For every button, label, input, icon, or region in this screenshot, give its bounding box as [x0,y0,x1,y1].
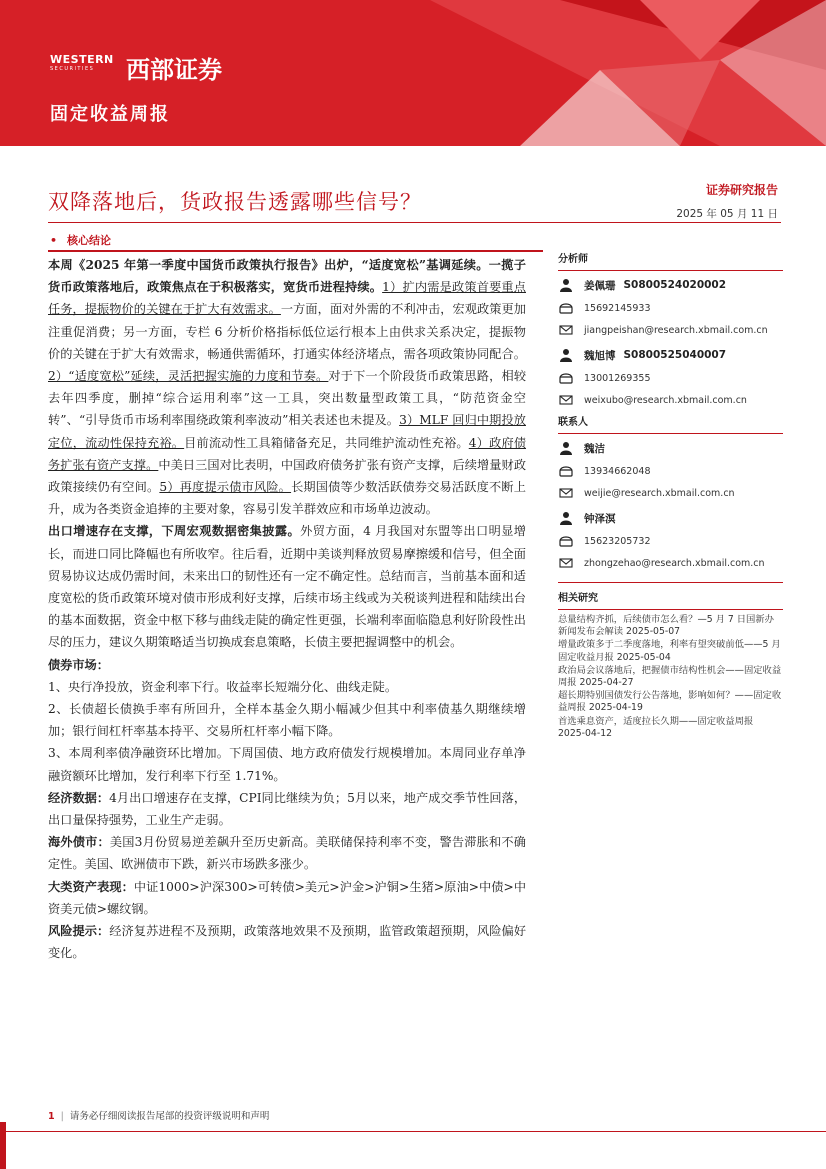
related-list [558,614,783,740]
analyst-name-row [558,273,783,297]
person-icon [558,347,574,363]
analyst-email-row [558,389,783,411]
contact-email-row [558,552,783,574]
analyst-email[interactable]: jiangpeishan@research.xbmail.com.cn [584,324,768,336]
point-4: 4）政府债务扩张有资产支撑。 [48,435,527,472]
overseas-paragraph [48,831,526,875]
paragraph-export [48,520,526,653]
footer-separator: | [60,1111,64,1122]
logo-en-top: WESTERN [50,52,114,66]
contact-name-row [558,506,783,530]
econ-heading: 经济数据： [48,790,110,805]
analyst-phone: 13001269355 [584,372,651,384]
asset-text: 中证1000>沪深300>可转债>美元>沪金>沪铜>生猪>原油>中债>中资美元债>螺纹钢。 [48,879,527,916]
export-text: 外贸方面，4 月我国对东盟等出口明显增长，而进口同比降幅也有所收窄。往后看，近期中美谈判释放贸易摩擦缓和信号，但全面贸易协议达成仍需时间，未来出口的韧性还有一定不确定性。总结而言，当前基本面和适度宽松的货币政策环境对债市形成利好支撑，后续市场主线或为关税谈判进程和陆续出台的基本面数据，资金中枢下移与曲线走陡的确定性更强，长端利率面临隐息利好阶段性出尽的压力，建议久期策略适当切换成套息策略，长债主要把握调整中的机会。 [48,524,526,650]
analyst-cert: S0800525040007 [623,349,727,361]
related-item[interactable]: 首选乘息资产，适度拉长久期——固定收益周报 2025-04-12 [558,715,754,739]
sidebar [558,252,783,741]
contact-phone-row [558,460,783,482]
analyst-divider [558,270,783,271]
point-1-text: 一方面，面对外需的不利冲击，宏观政策更加注重促消费；另一方面，专栏 6 分析价格指标低位运行根本上由供求关系决定，提振物价的关键在于扩大有效需求，畅通供需循环，打通实体经济堵点，需各项政策协同配合。 [48,302,526,361]
analyst-email-row [558,319,783,341]
bond-item-3: 3、本周利率债净融资环比增加。下周国债、地方政府债发行规模增加。本周同业存单净融资额环比增加，发行利率下行至 1.71%。 [48,746,526,783]
person-icon [558,277,574,293]
risk-text: 经济复苏进程不及预期，政策落地效果不及预期，监管政策超预期，风险偏好变化。 [48,924,527,961]
analyst-name: 姜佩珊 [584,279,616,292]
email-icon [558,558,574,568]
bullet-icon: • [50,234,58,247]
contact-email[interactable]: weijie@research.xbmail.com.cn [584,487,735,499]
econ-paragraph [48,787,526,831]
asset-heading: 大类资产表现： [48,879,134,894]
bond-item-1: 1、央行净投放，资金利率下行。收益率长短端分化、曲线走陡。 [48,679,398,694]
phone-icon [558,535,574,547]
contact-card [558,436,783,504]
core-heading-label: 核心结论 [67,234,112,247]
title-divider [48,222,781,223]
phone-icon [558,372,574,384]
overseas-heading: 海外债市： [48,835,110,850]
paragraph-policy [48,254,526,520]
point-2: 2）“适度宽松”延续，灵活把握实施的力度和节奏。 [48,369,329,384]
contact-name: 钟泽溟 [584,512,616,525]
contact-card [558,506,783,574]
risk-heading: 风险提示： [48,924,110,939]
point-5-text: 长期国债等少数活跃债券交易活跃度不断上升，成为各类资金追捧的主要对象，容易引发羊群效应和市场单边波动。 [48,480,526,517]
analyst-phone-row [558,367,783,389]
point-5: 5）再度提示债市风险。 [159,480,292,495]
contact-heading: 联系人 [558,417,588,428]
email-icon [558,488,574,498]
econ-text: 4月出口增速存在支撑，CPI同比继续为负；5月以来，地产成交季节性回落，出口量保持强势，工业生产走弱。 [48,790,527,828]
contact-divider [558,433,783,434]
contact-phone: 13934662048 [584,465,651,477]
asset-paragraph [48,876,526,920]
contacts-end-divider [558,582,783,583]
bond-heading [48,654,526,676]
doc-date: 2025 年 05 月 11 日 [676,208,778,220]
analyst-heading: 分析师 [558,254,588,265]
email-icon [558,325,574,335]
page-title: 双降落地后，货政报告透露哪些信号？ [48,190,422,214]
point-1: 1）扩内需是政策首要重点任务，提振物价的关键在于扩大有效需求。 [48,280,526,317]
doc-type: 证券研究报告 [705,183,778,197]
footer-divider [0,1131,826,1132]
footer-notice: 请务必仔细阅读报告尾部的投资评级说明和声明 [69,1111,270,1122]
core-heading [50,232,111,248]
export-lead: 出口增速存在支撑，下周宏观数据密集披露。 [48,524,301,539]
page-number: 1 [48,1111,55,1122]
logo-en-bottom: SECURITIES [50,65,95,72]
email-icon [558,395,574,405]
related-item[interactable]: 超长期特别国债发行公告落地，影响如何？——固定收益周报 2025-04-19 [558,690,782,714]
overseas-text: 美国3月份贸易逆差飙升至历史新高。美联储保持利率不变，警告滞胀和不确定性。美国、欧洲债市下跌，新兴市场跌多涨少。 [48,835,526,872]
analyst-email[interactable]: weixubo@research.xbmail.com.cn [584,394,747,406]
contact-phone: 15623205732 [584,535,651,547]
point-2-text: 对于下一个阶段货币政策思路，相较去年四季度，删掉“综合运用利率”这一工具，突出数量型政策工具，“防范资金空转”、“引导货币市场利率围绕政策利率波动”相关表述也未提及。 [48,369,527,428]
core-divider [48,250,543,252]
point-4-text: 中美日三国对比表明，中国政府债务扩张有资产支撑，后续增量财政政策接续仍有空间。 [48,457,527,495]
footer-accent-bar [0,1122,6,1169]
related-item[interactable]: 增量政策多于二季度落地，利率有望突破前低——5 月固定收益月报 2025-05-04 [558,639,781,663]
analyst-cert: S0800524020002 [623,279,727,291]
contact-name: 魏洁 [584,442,605,455]
risk-paragraph [48,920,526,964]
page-footer [48,1108,269,1122]
related-item[interactable]: 总量结构齐抓，后续债市怎么看？—5 月 7 日国新办新闻发布会解读 2025-05-07 [558,614,774,638]
analyst-name-row [558,343,783,367]
related-heading: 相关研究 [558,593,598,604]
main-body [48,254,526,965]
contact-phone-row [558,530,783,552]
analyst-name: 魏旭博 [584,349,616,362]
bond-item-2: 2、长债超长债换手率有所回升，全样本基金久期小幅减少但其中利率债基久期继续增加；银行间杠杆率基本持平、交易所杠杆率小幅下降。 [48,702,526,739]
analyst-card [558,273,783,341]
related-item[interactable]: 政治局会议落地后，把握债市结构性机会——固定收益周报 2025-04-27 [558,664,782,689]
phone-icon [558,465,574,477]
contact-email[interactable]: zhongzehao@research.xbmail.com.cn [584,557,765,569]
report-series: 固定收益周报 [50,104,170,125]
company-logo [50,50,222,85]
logo-cn: 西部证券 [126,56,222,84]
analyst-phone: 15692145933 [584,302,651,314]
point-3-text: 目前流动性工具箱储备充足，共同维护流动性充裕。 [184,435,469,450]
logo-mark [50,54,124,82]
contact-email-row [558,482,783,504]
contact-name-row [558,436,783,460]
analyst-card [558,343,783,411]
phone-icon [558,302,574,314]
point-3: 3）MLF 回归中期投放定位，流动性保持充裕。 [48,413,526,450]
paragraph-lead: 本周《2025 年第一季度中国货币政策执行报告》出炉，“适度宽松”基调延续。一揽子货币政策落地后，政策焦点在于积极落实，宽货币进程持续。 [48,258,526,295]
related-divider [558,609,783,610]
person-icon [558,440,574,456]
person-icon [558,510,574,526]
analyst-phone-row [558,297,783,319]
header-banner [0,0,826,146]
bond-heading-label: 债券市场： [48,657,109,672]
